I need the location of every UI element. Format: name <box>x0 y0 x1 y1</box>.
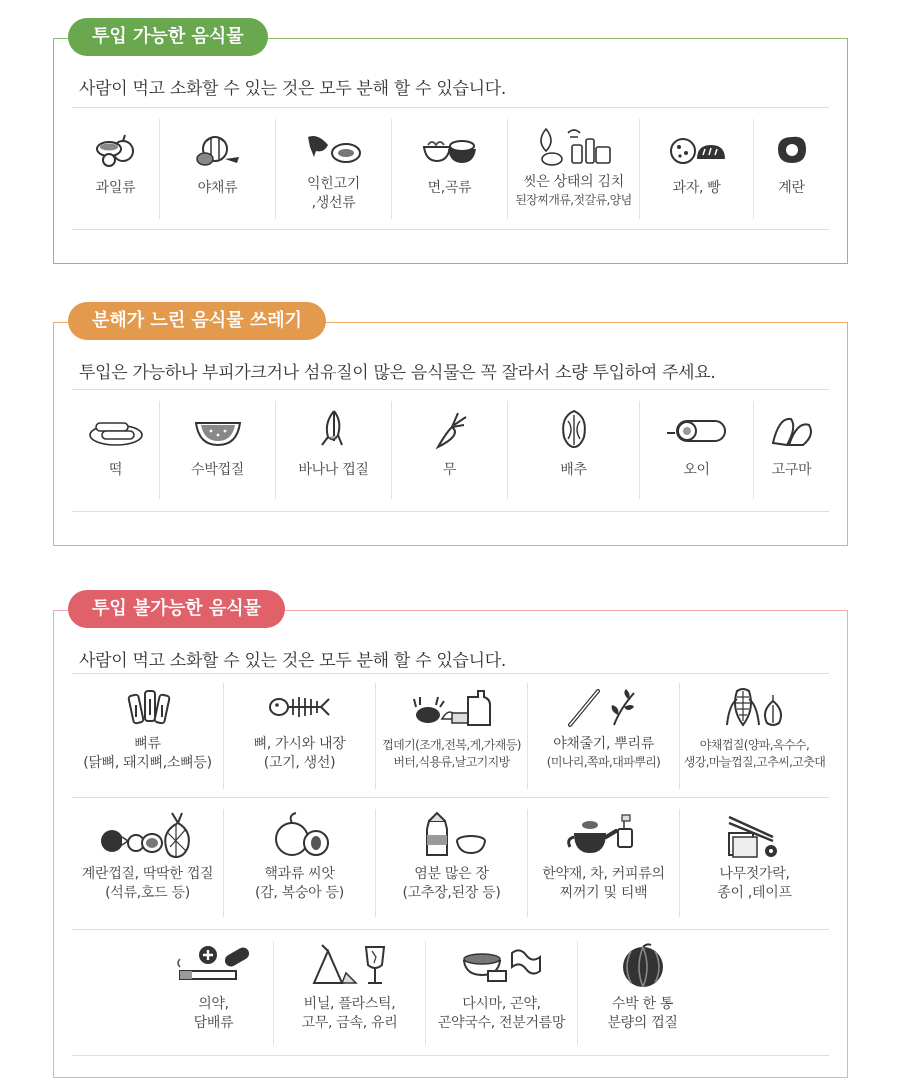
item-watermelon-rind <box>160 401 276 499</box>
item-label: 바나나 껍질 <box>298 462 369 478</box>
item-bone <box>72 683 224 789</box>
meat-fish-icon <box>304 129 364 169</box>
medicine-cigarette-icon <box>172 943 256 987</box>
item-cucumber <box>640 401 754 499</box>
item-chopsticks <box>680 809 829 917</box>
item-label: 뼈, 가시와 내장 <box>253 736 346 752</box>
item-label: 야채껍질(양파,옥수수, <box>699 738 810 752</box>
divider <box>72 1055 829 1056</box>
item-sweet-potato <box>754 401 829 499</box>
item-row <box>154 941 707 1045</box>
divider <box>72 929 829 930</box>
item-label-2: 분량의 껍질 <box>607 1015 678 1031</box>
item-rice-cake <box>72 401 160 499</box>
section-description: 투입은 가능하나 부피가크거나 섬유질이 많은 음식물은 꼭 잘라서 소량 투입하여 주세요. <box>79 363 716 383</box>
item-row <box>72 683 829 789</box>
rice-cake-icon <box>88 413 144 449</box>
item-medicine-cigarette <box>154 941 274 1045</box>
item-label-2: 찌꺼기 및 티백 <box>559 885 648 901</box>
item-label: 배추 <box>560 462 587 478</box>
item-label: 씻은 상태의 김치 <box>523 174 624 190</box>
item-label: 다시마, 곤약, <box>462 996 541 1012</box>
not-allowed-food-section <box>53 598 848 1078</box>
cabbage-icon <box>554 407 594 451</box>
item-label-2: 담배류 <box>193 1015 234 1031</box>
fruit-seed-icon <box>268 811 332 859</box>
item-salty-paste <box>376 809 528 917</box>
chopsticks-icon <box>723 811 787 859</box>
plastic-glass-icon <box>308 943 392 987</box>
item-label-2: ,생선류 <box>311 195 356 211</box>
item-label: 오이 <box>683 462 710 478</box>
item-shell-oil <box>376 683 528 789</box>
item-label: 비닐, 플라스틱, <box>303 996 396 1012</box>
item-label-2: (석류,호드 등) <box>105 885 190 901</box>
divider <box>72 389 829 390</box>
item-label: 뼈류 <box>134 736 161 752</box>
item-meat-fish <box>276 119 392 219</box>
fruit-icon <box>94 129 138 169</box>
sweet-potato-icon <box>767 413 817 449</box>
item-egg <box>754 119 829 219</box>
item-label: 과일류 <box>95 180 136 196</box>
item-kimchi <box>508 119 640 219</box>
section-title: 투입 불가능한 음식물 <box>68 590 285 628</box>
item-label: 과자, 빵 <box>672 180 721 196</box>
item-row <box>72 401 829 499</box>
section-title: 투입 가능한 음식물 <box>68 18 268 56</box>
item-label-2: (미나리,쪽파,대파뿌리) <box>546 755 661 769</box>
item-row <box>72 809 829 917</box>
item-label: 고구마 <box>771 462 812 478</box>
item-noodle-grain <box>392 119 508 219</box>
item-fruit <box>72 119 160 219</box>
egg-icon <box>772 129 812 169</box>
item-corn-onion <box>680 683 829 789</box>
divider <box>72 511 829 512</box>
item-fish-bone <box>224 683 376 789</box>
radish-icon <box>428 407 472 451</box>
divider <box>72 673 829 674</box>
item-cabbage <box>508 401 640 499</box>
section-description: 사람이 먹고 소화할 수 있는 것은 모두 분해 할 수 있습니다. <box>79 79 506 99</box>
item-label-2: 곤약국수, 전분거름망 <box>437 1015 566 1031</box>
item-label: 계란 <box>778 180 805 196</box>
item-radish <box>392 401 508 499</box>
allowed-food-section <box>53 26 848 264</box>
item-label: 염분 많은 장 <box>414 866 489 882</box>
item-label-2: (닭뼈, 돼지뼈,소뼈등) <box>83 755 212 771</box>
salty-paste-icon <box>415 811 489 859</box>
item-label: 익힌고기 <box>307 176 360 192</box>
watermelon-rind-icon <box>193 413 243 449</box>
vegetable-icon <box>193 129 243 169</box>
item-plastic-glass <box>274 941 426 1045</box>
item-label: 수박껍질 <box>191 462 244 478</box>
item-hard-shell <box>72 809 224 917</box>
item-label: 야채줄기, 뿌리류 <box>553 736 654 752</box>
kimchi-icon <box>534 125 614 169</box>
section-title: 분해가 느린 음식물 쓰레기 <box>68 302 326 340</box>
item-label: 의약, <box>198 996 229 1012</box>
item-fruit-seed <box>224 809 376 917</box>
item-vegetable <box>160 119 276 219</box>
item-row <box>72 119 829 219</box>
item-label-2: 고무, 금속, 유리 <box>301 1015 398 1031</box>
item-label: 수박 한 통 <box>611 996 674 1012</box>
item-teapot <box>528 809 680 917</box>
teapot-icon <box>564 811 644 859</box>
item-label: 야채류 <box>197 180 238 196</box>
item-cookie-bread <box>640 119 754 219</box>
item-label: 한약재, 차, 커피류의 <box>542 866 665 882</box>
item-kelp-konjac <box>426 941 578 1045</box>
section-description: 사람이 먹고 소화할 수 있는 것은 모두 분해 할 수 있습니다. <box>79 651 506 671</box>
item-label-2: 생강,마늘껍질,고추씨,고춧대 <box>683 755 826 769</box>
divider <box>72 229 829 230</box>
stem-root-icon <box>564 685 644 729</box>
item-banana-peel <box>276 401 392 499</box>
divider <box>72 107 829 108</box>
item-label-2: 된장찌개류,젓갈류,양념 <box>515 193 632 207</box>
cookie-bread-icon <box>667 129 727 169</box>
cucumber-icon <box>665 413 729 449</box>
item-whole-watermelon <box>578 941 707 1045</box>
kelp-konjac-icon <box>460 943 544 987</box>
item-label: 나무젓가락, <box>719 866 790 882</box>
item-label-2: 종이 ,테이프 <box>717 885 792 901</box>
item-label-2: 버터,식용류,날고기지방 <box>393 755 510 769</box>
whole-watermelon-icon <box>619 941 667 989</box>
shell-oil-icon <box>412 685 492 729</box>
slow-decompose-section <box>53 310 848 546</box>
item-label: 계란껍질, 딱딱한 껍질 <box>81 866 214 882</box>
item-label: 면,곡류 <box>427 180 472 196</box>
item-stem-root <box>528 683 680 789</box>
item-label: 껍데기(조개,전복,게,가재등) <box>382 738 521 752</box>
corn-onion-icon <box>723 685 787 729</box>
item-label: 무 <box>442 462 457 478</box>
item-label: 핵과류 씨앗 <box>264 866 335 882</box>
divider <box>72 797 829 798</box>
item-label-2: (고추장,된장 등) <box>402 885 501 901</box>
fish-bone-icon <box>267 687 333 727</box>
bone-icon <box>123 685 173 729</box>
item-label-2: (감, 복숭아 등) <box>255 885 344 901</box>
item-label-2: (고기, 생선) <box>263 755 336 771</box>
banana-peel-icon <box>312 407 356 451</box>
hard-shell-icon <box>100 811 196 859</box>
noodle-grain-icon <box>422 129 478 169</box>
item-label: 떡 <box>108 462 123 478</box>
